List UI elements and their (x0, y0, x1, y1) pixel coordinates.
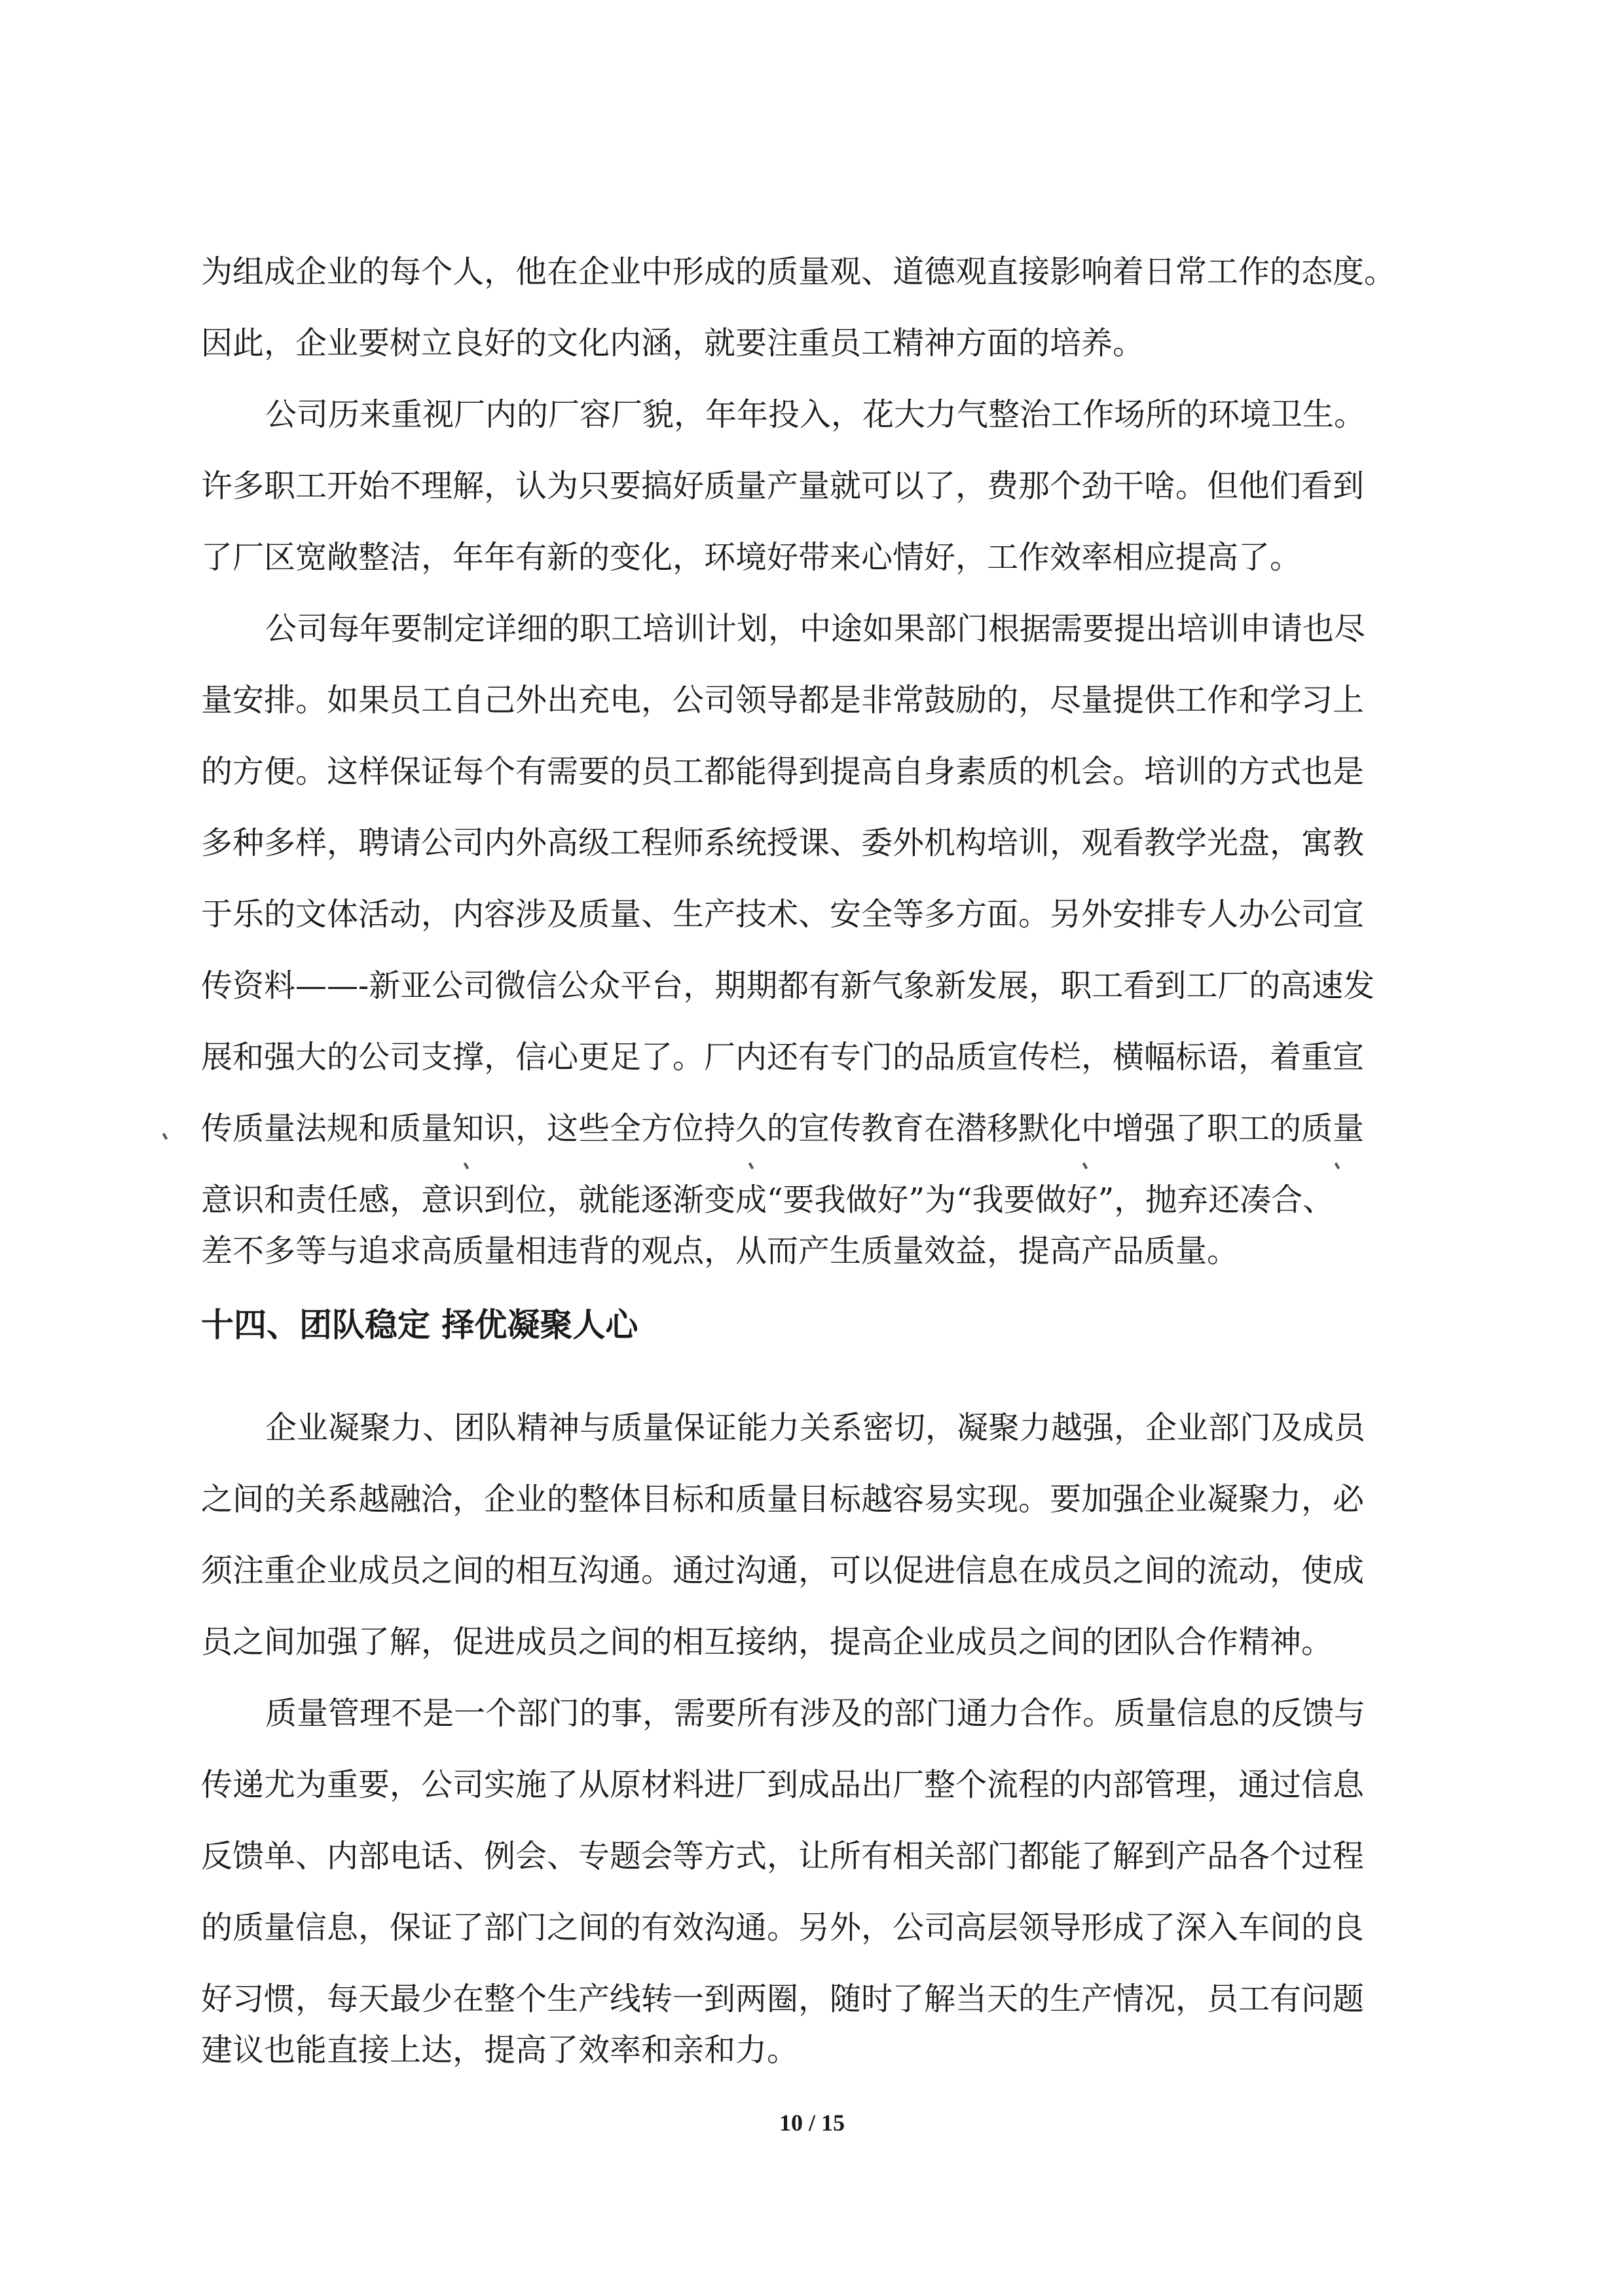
text-line: 为组成企业的每个人，他在企业中形成的质量观、道德观直接影响着日常工作的态度。 (201, 253, 1396, 290)
text-line: 量安排。如果员工自己外出充电，公司领导都是非常鼓励的，尽量提供工作和学习上 (201, 682, 1365, 718)
text-line: 须注重企业成员之间的相互沟通。通过沟通，可以促进信息在成员之间的流动，使成 (201, 1552, 1365, 1589)
section-heading: 十四、团队稳定 择优凝聚人心 (201, 1306, 638, 1344)
text-line: 意识和责任感，意识到位，就能逐渐变成“要我做好”为“我要做好”，抛弃还凑合、 (201, 1182, 1335, 1218)
text-line: 好习惯，每天最少在整个生产线转一到两圈，随时了解当天的生产情况，员工有问题 (201, 1981, 1365, 2017)
text-line: 建议也能直接上达，提高了效率和亲和力。 (201, 2032, 799, 2068)
text-line: 许多职工开始不理解，认为只要搞好质量产量就可以了，费那个劲干啥。但他们看到 (201, 468, 1365, 504)
scan-speck (1082, 1163, 1088, 1170)
scan-speck (1335, 1163, 1340, 1170)
text-line: 公司每年要制定详细的职工培训计划，中途如果部门根据需要提出培训申请也尽 (265, 610, 1366, 647)
text-line: 反馈单、内部电话、例会、专题会等方式，让所有相关部门都能了解到产品各个过程 (201, 1838, 1365, 1875)
text-line: 传质量法规和质量知识，这些全方位持久的宣传教育在潜移默化中增强了职工的质量 (201, 1110, 1365, 1147)
text-line: 传递尤为重要，公司实施了从原材料进厂到成品出厂整个流程的内部管理，通过信息 (201, 1766, 1365, 1803)
text-line: 展和强大的公司支撑，信心更足了。厂内还有专门的品质宣传栏，横幅标语，着重宣 (201, 1039, 1365, 1075)
text-line: 多种多样，聘请公司内外高级工程师系统授课、委外机构培训，观看教学光盘，寓教 (201, 825, 1365, 861)
text-line: 之间的关系越融洽，企业的整体目标和质量目标越容易实现。要加强企业凝聚力，必 (201, 1481, 1365, 1518)
scan-speck (162, 1133, 168, 1140)
text-line: 传资料——-新亚公司微信公众平台，期期都有新气象新发展，职工看到工厂的高速发 (201, 967, 1375, 1004)
text-line: 企业凝聚力、团队精神与质量保证能力关系密切，凝聚力越强，企业部门及成员 (265, 1409, 1366, 1446)
scan-speck (464, 1163, 469, 1170)
text-line: 差不多等与追求高质量相违背的观点，从而产生质量效益，提高产品质量。 (201, 1233, 1239, 1269)
page-number: 10 / 15 (779, 2110, 845, 2136)
text-line: 公司历来重视厂内的厂容厂貌，年年投入，花大力气整治工作场所的环境卫生。 (265, 396, 1366, 433)
text-line: 质量管理不是一个部门的事，需要所有涉及的部门通力合作。质量信息的反馈与 (265, 1695, 1366, 1732)
text-line: 于乐的文体活动，内容涉及质量、生产技术、安全等多方面。另外安排专人办公司宣 (201, 896, 1365, 933)
scan-speck (748, 1163, 754, 1170)
text-line: 员之间加强了解，促进成员之间的相互接纳，提高企业成员之间的团队合作精神。 (201, 1624, 1333, 1660)
text-line: 的方便。这样保证每个有需要的员工都能得到提高自身素质的机会。培训的方式也是 (201, 753, 1365, 790)
text-line: 了厂区宽敞整洁，年年有新的变化，环境好带来心情好，工作效率相应提高了。 (201, 539, 1302, 576)
text-line: 的质量信息，保证了部门之间的有效沟通。另外，公司高层领导形成了深入车间的良 (201, 1909, 1365, 1946)
text-line: 因此，企业要树立良好的文化内涵，就要注重员工精神方面的培养。 (201, 325, 1145, 362)
